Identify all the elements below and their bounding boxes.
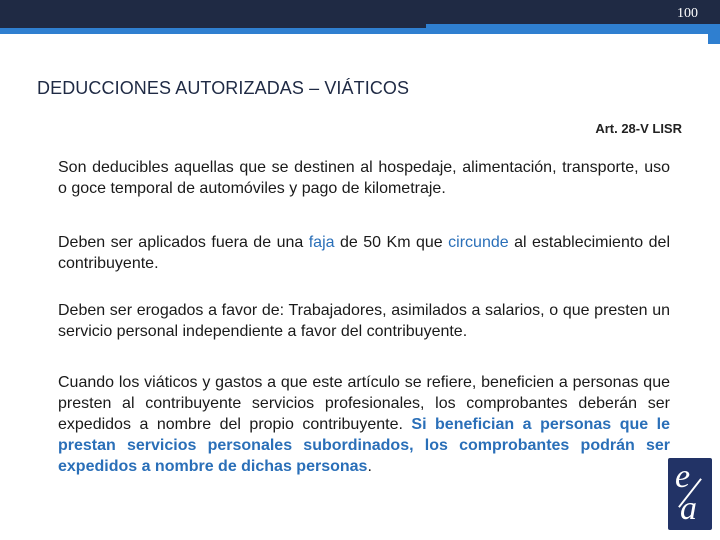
header-accent-bar-right: [426, 24, 708, 34]
paragraph-faja-text-b: de 50 Km que: [334, 234, 449, 251]
paragraph-comprobantes-text: Cuando los viáticos y gastos a que este artículo se refiere, beneficien a personas que presten al contribuyente servicios profesionales, los comprobantes deberán ser expedidos a nombre del propio contribuyente.: [58, 374, 670, 433]
highlight-faja: faja: [308, 234, 335, 251]
paragraph-comprobantes: [58, 372, 670, 477]
paragraph-deducibles: Son deducibles aquellas que se destinen al hospedaje, alimentación, transporte, uso o goce temporal de automóviles y pago de kilometraje.: [58, 159, 670, 197]
logo-letter-a: a: [680, 490, 697, 527]
highlight-subordinados: Si benefician a personas que le prestan servicios personales subordinados, los comprobantes podrán ser expedidos a nombre de dichas personas: [58, 416, 670, 475]
paragraph-comprobantes-end: .: [367, 458, 372, 475]
law-reference: Art. 28-V LISR: [595, 121, 682, 136]
highlight-circunde: circunde: [448, 234, 509, 251]
ea-logo-icon: [668, 458, 712, 530]
header-accent-bar: [0, 28, 426, 34]
logo-letter-e: e: [675, 458, 691, 495]
paragraph-erogados: Deben ser erogados a favor de: Trabajadores, asimilados a salarios, o que presten un servicio personal independiente a favor del contribuyente.: [58, 302, 670, 340]
slide-title: DEDUCCIONES AUTORIZADAS – VIÁTICOS: [37, 78, 410, 98]
paragraph-faja: [58, 232, 670, 274]
paragraph-faja-text-a: Deben ser aplicados fuera de una: [58, 234, 309, 251]
header-accent-edge: [708, 24, 720, 44]
paragraph-faja-text-c: al establecimiento del contribuyente.: [58, 234, 671, 272]
page-number: 100: [677, 6, 698, 21]
